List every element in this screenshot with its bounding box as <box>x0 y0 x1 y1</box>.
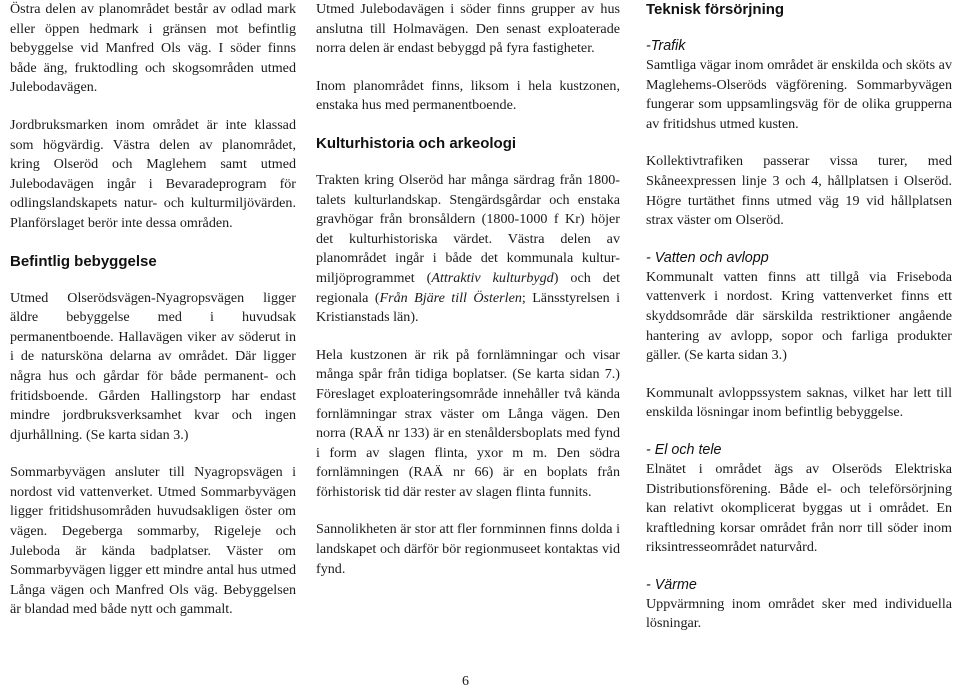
paragraph-farmland: Jordbruksmarken inom området är inte klassad som högvärdig. Västra delen av planområdet, kring Olseröd och Maglehem samt utmed Julebodavägen ingår i Bevaradeprogram för odlingslandskapets natur- och kulturmiljövärden. Planförslaget berör inte dessa områden. <box>10 116 296 231</box>
subheading-traffic: -Trafik <box>646 38 686 54</box>
column-right <box>646 0 952 634</box>
paragraph-julebodavagen: Utmed Julebodavägen i söder finns grupper av hus anslutna till Holmavägen. Den senast exploaterade norra delen är endast bebyggd på fyra fastigheter. <box>316 1 620 57</box>
heading-technical-supply: Teknisk försörjning <box>646 1 785 18</box>
paragraph-permanent-housing: Inom planområdet finns, liksom i hela kustzonen, enstaka hus med permanentboende. <box>316 77 620 114</box>
subheading-electricity-telecom: - El och tele <box>646 441 722 458</box>
subheading-water-sewage: - Vatten och avlopp <box>646 249 769 266</box>
italic-program-name: Från Bjäre till Österlen <box>379 289 522 306</box>
subheading-heating: - Värme <box>646 576 697 593</box>
heading-existing-buildings: Befintlig bebyggelse <box>10 252 157 270</box>
paragraph-heating: Uppvärmning inom området sker med individuella lösningar. <box>646 595 952 632</box>
paragraph-olserodsvagen: Utmed Olserödsvägen-Nyagropsvägen ligger äldre bebyggelse med i huvudsak permanentboende. Hallavägen viker av söderut in i de natursköna delarna av området. Där ligger några hus och gårdar för både permanent- och fritidsboende. Gården Hallingstorp har endast mindre jordbruksverksamhet kvar och ingen djurhållning. (Se karta sidan 3.) <box>10 289 296 443</box>
paragraph-public-transport: Kollektivtrafiken passerar vissa turer, med Skåneexpressen linje 3 och 4, hållplatsen i Olseröd. Högre turtäthet finns utmed väg 19 vid hållplatsen strax väster om Olseröd. <box>646 153 952 229</box>
column-middle <box>316 0 620 579</box>
text-run: ; Länsstyrelsen i Kristianstads län). <box>316 289 621 326</box>
text-run: ) och det regionala ( <box>316 269 621 306</box>
paragraph-sewage: Kommunalt avloppssystem saknas, vilket har lett till enskilda lösningar inom befintlig bebyggelse. <box>646 384 952 421</box>
paragraph-cultural-landscape <box>316 171 620 328</box>
text-run: Trakten kring Olseröd har många särdrag från 1800-talets kulturlandskap. Stengärdsgårdar och enstaka gravhögar från bronsåldern (1800-1000 f Kr) höjer det kulturhistoriska värdet. Västra delen av planområdet ingår i både det kommunala kultur-miljöprogrammet ( <box>316 171 620 286</box>
paragraph-roads: Samtliga vägar inom området är enskilda och sköts av Maglehems-Olseröds vägförening. Sommarbyvägen fungerar som uppsamlingsväg för de olika grupperna av fritidshus utmed kusten. <box>646 57 952 132</box>
paragraph-land-use: Östra delen av planområdet består av odlad mark eller öppen hedmark i gränsen mot befintlig bebyggelse vid Manfred Ols väg. I söder finns både äng, fruktodling och skogsområden utmed Julebodavägen. <box>10 1 296 96</box>
italic-program-name: Attraktiv kulturbygd <box>431 269 554 286</box>
paragraph-sommarbyvagen: Sommarbyvägen ansluter till Nyagropsvägen i nordost vid vattenverket. Utmed Sommarbyvägen ligger fritidshusområden huvudsakligen öster om vägen. Degeberga sommarby, Rigeleje och Juleboda är kända badplatser. Väster om Sommarbyvägen ligger ett mindre antal hus utmed Långa vägen och Manfred Ols väg. Bebyggelsen är blandad med både nytt och gammalt. <box>10 464 296 618</box>
paragraph-probability: Sannolikheten är stor att fler fornminnen finns dolda i landskapet och därför bör regionmuseet kontaktas vid fynd. <box>316 521 620 577</box>
paragraph-ancient-remains: Hela kustzonen är rik på fornlämningar och visar många spår från tidiga boplatser. (Se karta sidan 7.) Föreslaget exploateringsområde innehåller två kända fornlämningar strax väster om Långa vägen. Den norra (RAÄ nr 133) är en stenåldersboplats med fynd i form av slagen flinta, yxor m m. Den södra fornlämningen (RAÄ nr 66) är en boplats från förhistorisk tid där rester av slagen flinta funnits. <box>316 346 620 500</box>
column-left <box>10 0 296 620</box>
paragraph-water: Kommunalt vatten finns att tillgå via Friseboda vattenverk i nordost. Kring vattenverket finns ett skyddsområde där särskilda restriktioner angående hantering av avlopp, sopor och farliga produkter gäller. (Se karta sidan 3.) <box>646 268 952 364</box>
paragraph-electricity: Elnätet i området ägs av Olseröds Elektriska Distributionsförening. Både el- och teleförsörjning kan relativt okomplicerat byggas ut i området. En kraftledning korsar området från norr till söder inom riksintresseområdet naturvård. <box>646 460 952 556</box>
page-number: 6 <box>462 674 469 689</box>
heading-cultural-history: Kulturhistoria och arkeologi <box>316 134 517 152</box>
